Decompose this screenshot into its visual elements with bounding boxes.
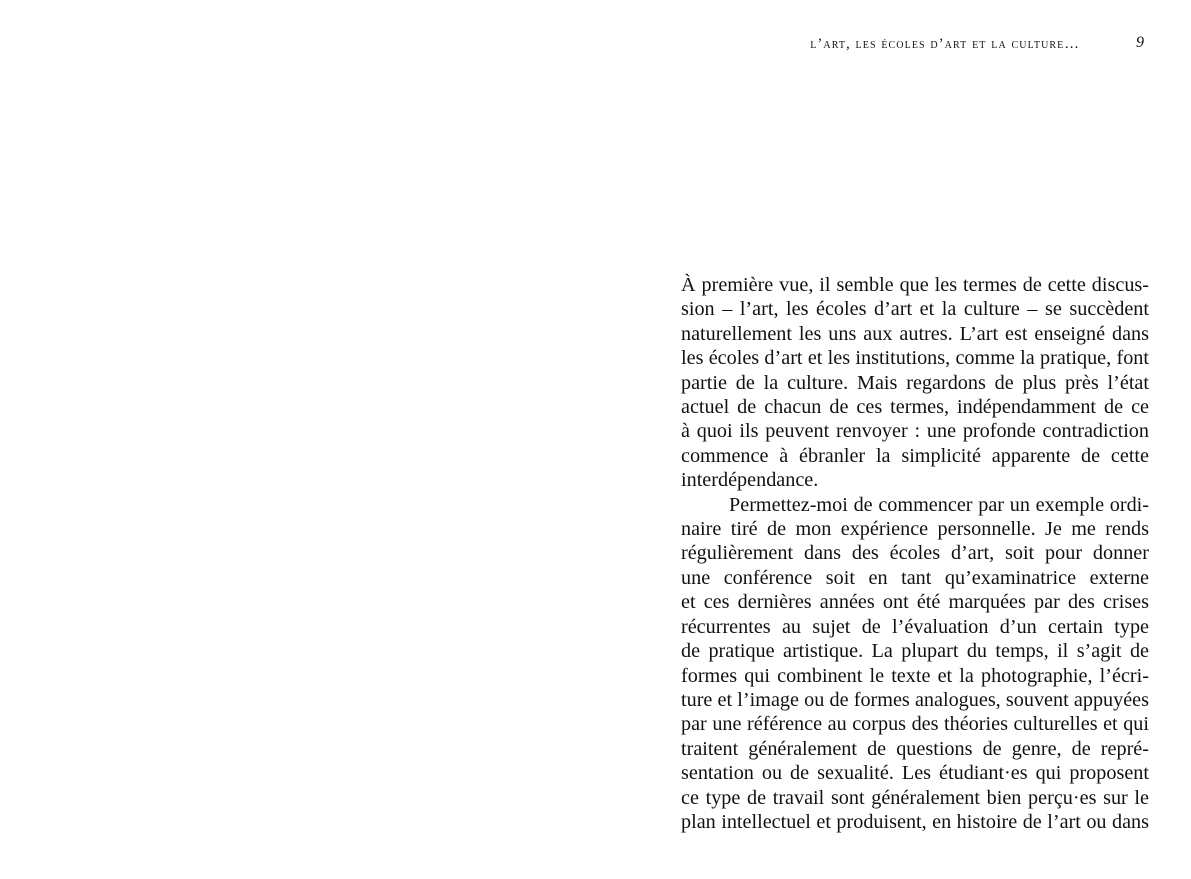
text-line: sion – l’art, les écoles d’art et la culture – se succèdent — [681, 298, 1149, 321]
text-line: ture et l’image ou de formes analogues, souvent appuyées — [681, 688, 1149, 711]
left-page-blank — [0, 0, 595, 879]
running-header-title: l’art, les écoles d’art et la culture… — [810, 36, 1080, 52]
text-line: régulièrement dans des écoles d’art, soit pour donner — [681, 542, 1149, 565]
text-line: partie de la culture. Mais regardons de plus près l’état — [681, 371, 1149, 394]
page-number: 9 — [1136, 34, 1144, 51]
text-line: et ces dernières années ont été marquées par des crises — [681, 591, 1149, 614]
text-line: interdépendance. — [681, 469, 819, 492]
paragraph-1 — [681, 273, 1149, 493]
text-line: une conférence soit en tant qu’examinatrice externe — [681, 566, 1149, 589]
text-line: plan intellectuel et produisent, en histoire de l’art ou dans — [681, 810, 1149, 833]
text-line: À première vue, il semble que les termes de cette discus- — [681, 274, 1149, 296]
text-line: récurrentes au sujet de l’évaluation d’un certain type — [681, 615, 1149, 638]
text-line: Permettez-moi de commencer par un exemple ordi- — [729, 493, 1149, 516]
text-line: par une référence au corpus des théories culturelles et qui — [681, 713, 1149, 736]
text-line: les écoles d’art et les institutions, comme la pratique, font — [681, 347, 1149, 370]
text-line: naire tiré de mon expérience personnelle. Je me rends — [681, 518, 1149, 541]
paragraph-2 — [681, 493, 1149, 835]
text-line: à quoi ils peuvent renvoyer : une profonde contradiction — [681, 420, 1149, 443]
text-line: commence à ébranler la simplicité apparente de cette — [681, 444, 1149, 467]
text-line: formes qui combinent le texte et la photographie, l’écri- — [681, 664, 1149, 687]
right-page — [595, 0, 1191, 879]
text-line: de pratique artistique. La plupart du temps, il s’agit de — [681, 640, 1149, 663]
text-line: naturellement les uns aux autres. L’art est enseigné dans — [681, 322, 1149, 345]
body-text — [681, 273, 1149, 834]
text-line: sentation ou de sexualité. Les étudiant·es qui proposent — [681, 762, 1149, 785]
text-line: actuel de chacun de ces termes, indépendamment de ce — [681, 396, 1149, 419]
text-line: ce type de travail sont généralement bien perçu·es sur le — [681, 786, 1149, 809]
text-line: traitent généralement de questions de genre, de repré- — [681, 737, 1149, 760]
